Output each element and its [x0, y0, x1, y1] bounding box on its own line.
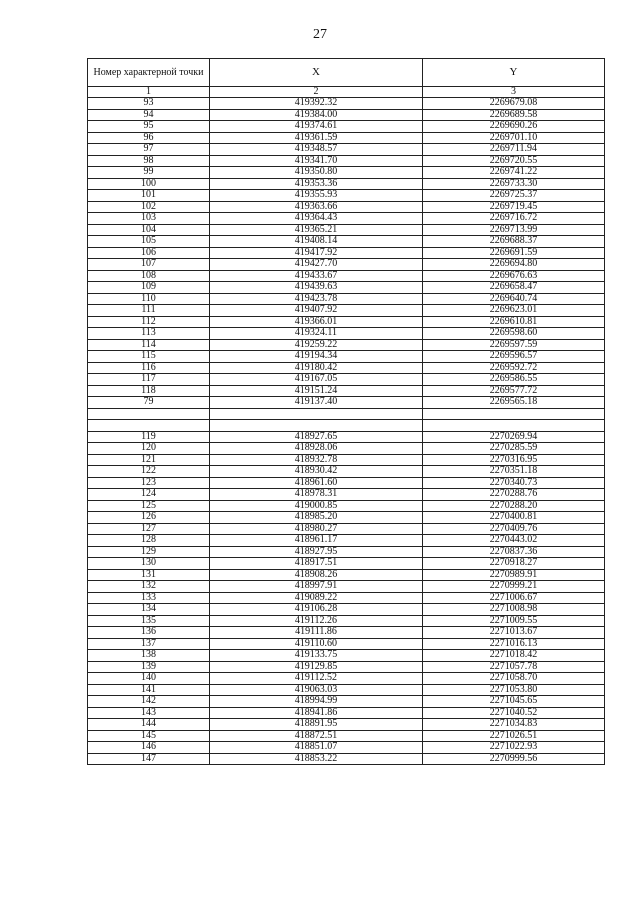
- y-coordinate-cell: 2271045.65: [423, 696, 605, 708]
- y-coordinate-cell: 2271008.98: [423, 604, 605, 616]
- point-number-cell: 118: [88, 385, 210, 397]
- point-number-cell: 98: [88, 155, 210, 167]
- empty-cell: [88, 420, 210, 432]
- point-number-cell: 117: [88, 374, 210, 386]
- point-number-cell: 128: [88, 535, 210, 547]
- y-coordinate-cell: 2269565.18: [423, 397, 605, 409]
- x-coordinate-cell: 419433.67: [210, 270, 423, 282]
- point-number-cell: 121: [88, 454, 210, 466]
- table-row: [88, 719, 605, 731]
- table-row: [88, 730, 605, 742]
- point-number-cell: 145: [88, 730, 210, 742]
- point-number-cell: 146: [88, 742, 210, 754]
- y-coordinate-cell: 2269623.01: [423, 305, 605, 317]
- column-number: 1: [88, 87, 210, 98]
- y-coordinate-cell: 2270918.27: [423, 558, 605, 570]
- table-row: [88, 328, 605, 340]
- y-coordinate-cell: 2269689.58: [423, 109, 605, 121]
- point-number-cell: 127: [88, 523, 210, 535]
- point-number-cell: 138: [88, 650, 210, 662]
- x-coordinate-cell: 419112.52: [210, 673, 423, 685]
- table-row: [88, 477, 605, 489]
- x-coordinate-cell: 418930.42: [210, 466, 423, 478]
- point-number-cell: 122: [88, 466, 210, 478]
- point-number-cell: 95: [88, 121, 210, 133]
- table-row: [88, 546, 605, 558]
- table-row: [88, 454, 605, 466]
- table-row: [88, 627, 605, 639]
- x-coordinate-cell: 419439.63: [210, 282, 423, 294]
- point-number-cell: 97: [88, 144, 210, 156]
- point-number-cell: 79: [88, 397, 210, 409]
- x-coordinate-cell: 418978.31: [210, 489, 423, 501]
- table-row: [88, 167, 605, 179]
- table-row: [88, 500, 605, 512]
- point-number-cell: 136: [88, 627, 210, 639]
- x-coordinate-cell: 418985.20: [210, 512, 423, 524]
- y-coordinate-cell: 2271058.70: [423, 673, 605, 685]
- x-coordinate-cell: 418932.78: [210, 454, 423, 466]
- x-coordinate-cell: 418941.86: [210, 707, 423, 719]
- table-row: [88, 339, 605, 351]
- x-coordinate-cell: 419151.24: [210, 385, 423, 397]
- x-coordinate-cell: 419129.85: [210, 661, 423, 673]
- x-coordinate-cell: 419361.59: [210, 132, 423, 144]
- x-coordinate-cell: 419133.75: [210, 650, 423, 662]
- y-coordinate-cell: 2269691.59: [423, 247, 605, 259]
- header-y: Y: [423, 59, 605, 87]
- point-number-cell: 130: [88, 558, 210, 570]
- point-number-cell: 93: [88, 98, 210, 110]
- table-row: [88, 466, 605, 478]
- table-row: [88, 443, 605, 455]
- point-number-cell: 105: [88, 236, 210, 248]
- point-number-cell: 108: [88, 270, 210, 282]
- point-number-cell: 129: [88, 546, 210, 558]
- point-number-cell: 113: [88, 328, 210, 340]
- header-x: X: [210, 59, 423, 87]
- table-row: [88, 661, 605, 673]
- y-coordinate-cell: 2269679.08: [423, 98, 605, 110]
- column-number-row: [88, 87, 605, 98]
- y-coordinate-cell: 2271057.78: [423, 661, 605, 673]
- table-row: [88, 696, 605, 708]
- table-row: [88, 535, 605, 547]
- x-coordinate-cell: 419000.85: [210, 500, 423, 512]
- point-number-cell: 142: [88, 696, 210, 708]
- y-coordinate-cell: 2270316.95: [423, 454, 605, 466]
- table-row: [88, 638, 605, 650]
- x-coordinate-cell: 419167.05: [210, 374, 423, 386]
- y-coordinate-cell: 2269716.72: [423, 213, 605, 225]
- x-coordinate-cell: 419350.80: [210, 167, 423, 179]
- table-row: [88, 259, 605, 271]
- point-number-cell: 94: [88, 109, 210, 121]
- table-row: [88, 213, 605, 225]
- y-coordinate-cell: 2269694.80: [423, 259, 605, 271]
- y-coordinate-cell: 2270837.36: [423, 546, 605, 558]
- y-coordinate-cell: 2271016.13: [423, 638, 605, 650]
- y-coordinate-cell: 2270999.56: [423, 753, 605, 765]
- empty-cell: [423, 420, 605, 432]
- table-row: [88, 109, 605, 121]
- y-coordinate-cell: 2269592.72: [423, 362, 605, 374]
- point-number-cell: 134: [88, 604, 210, 616]
- column-number: 3: [423, 87, 605, 98]
- y-coordinate-cell: 2269711.94: [423, 144, 605, 156]
- y-coordinate-cell: 2269741.22: [423, 167, 605, 179]
- x-coordinate-cell: 419137.40: [210, 397, 423, 409]
- y-coordinate-cell: 2269733.30: [423, 178, 605, 190]
- point-number-cell: 126: [88, 512, 210, 524]
- point-number-cell: 143: [88, 707, 210, 719]
- point-number-cell: 102: [88, 201, 210, 213]
- x-coordinate-cell: 418927.65: [210, 431, 423, 443]
- table-row: [88, 397, 605, 409]
- separator-row: [88, 420, 605, 432]
- y-coordinate-cell: 2269701.10: [423, 132, 605, 144]
- table-row: [88, 558, 605, 570]
- point-number-cell: 120: [88, 443, 210, 455]
- table-row: [88, 673, 605, 685]
- x-coordinate-cell: 419348.57: [210, 144, 423, 156]
- x-coordinate-cell: 419353.36: [210, 178, 423, 190]
- page-number: 27: [313, 27, 327, 42]
- table-row: [88, 385, 605, 397]
- point-number-cell: 116: [88, 362, 210, 374]
- y-coordinate-cell: 2270409.76: [423, 523, 605, 535]
- x-coordinate-cell: 418927.95: [210, 546, 423, 558]
- table-row: [88, 569, 605, 581]
- point-number-cell: 137: [88, 638, 210, 650]
- point-number-cell: 139: [88, 661, 210, 673]
- y-coordinate-cell: 2271026.51: [423, 730, 605, 742]
- x-coordinate-cell: 419063.03: [210, 684, 423, 696]
- y-coordinate-cell: 2270285.59: [423, 443, 605, 455]
- y-coordinate-cell: 2269725.37: [423, 190, 605, 202]
- x-coordinate-cell: 419374.61: [210, 121, 423, 133]
- point-number-cell: 140: [88, 673, 210, 685]
- point-number-cell: 110: [88, 293, 210, 305]
- y-coordinate-cell: 2269658.47: [423, 282, 605, 294]
- empty-cell: [88, 408, 210, 420]
- y-coordinate-cell: 2270999.21: [423, 581, 605, 593]
- x-coordinate-cell: 419364.43: [210, 213, 423, 225]
- y-coordinate-cell: 2269640.74: [423, 293, 605, 305]
- point-number-cell: 141: [88, 684, 210, 696]
- table-row: [88, 592, 605, 604]
- x-coordinate-cell: 419089.22: [210, 592, 423, 604]
- x-coordinate-cell: 419417.92: [210, 247, 423, 259]
- header-row: [88, 59, 605, 87]
- y-coordinate-cell: 2271006.67: [423, 592, 605, 604]
- x-coordinate-cell: 419392.32: [210, 98, 423, 110]
- x-coordinate-cell: 419423.78: [210, 293, 423, 305]
- point-number-cell: 133: [88, 592, 210, 604]
- point-number-cell: 147: [88, 753, 210, 765]
- point-number-cell: 135: [88, 615, 210, 627]
- y-coordinate-cell: 2271034.83: [423, 719, 605, 731]
- table-row: [88, 707, 605, 719]
- y-coordinate-cell: 2270288.20: [423, 500, 605, 512]
- table-row: [88, 224, 605, 236]
- separator-row: [88, 408, 605, 420]
- y-coordinate-cell: 2269713.99: [423, 224, 605, 236]
- point-number-cell: 107: [88, 259, 210, 271]
- empty-cell: [210, 420, 423, 432]
- table-row: [88, 650, 605, 662]
- table-row: [88, 615, 605, 627]
- x-coordinate-cell: 419111.86: [210, 627, 423, 639]
- point-number-cell: 96: [88, 132, 210, 144]
- table-row: [88, 305, 605, 317]
- point-number-cell: 112: [88, 316, 210, 328]
- x-coordinate-cell: 418980.27: [210, 523, 423, 535]
- table-row: [88, 753, 605, 765]
- table-row: [88, 523, 605, 535]
- point-number-cell: 119: [88, 431, 210, 443]
- x-coordinate-cell: 419408.14: [210, 236, 423, 248]
- table-row: [88, 351, 605, 363]
- table-row: [88, 512, 605, 524]
- y-coordinate-cell: 2269597.59: [423, 339, 605, 351]
- y-coordinate-cell: 2269719.45: [423, 201, 605, 213]
- table-row: [88, 581, 605, 593]
- table-row: [88, 742, 605, 754]
- x-coordinate-cell: 419112.26: [210, 615, 423, 627]
- table-row: [88, 604, 605, 616]
- header-point-number: Номер характерной точки: [88, 59, 210, 87]
- table-row: [88, 489, 605, 501]
- x-coordinate-cell: 419341.70: [210, 155, 423, 167]
- x-coordinate-cell: 418928.06: [210, 443, 423, 455]
- point-number-cell: 123: [88, 477, 210, 489]
- x-coordinate-cell: 419106.28: [210, 604, 423, 616]
- table-row: [88, 431, 605, 443]
- x-coordinate-cell: 418853.22: [210, 753, 423, 765]
- point-number-cell: 101: [88, 190, 210, 202]
- y-coordinate-cell: 2271053.80: [423, 684, 605, 696]
- table-row: [88, 282, 605, 294]
- x-coordinate-cell: 419384.00: [210, 109, 423, 121]
- table-row: [88, 374, 605, 386]
- x-coordinate-cell: 418872.51: [210, 730, 423, 742]
- table-row: [88, 270, 605, 282]
- x-coordinate-cell: 419110.60: [210, 638, 423, 650]
- table-row: [88, 247, 605, 259]
- table-row: [88, 98, 605, 110]
- table-row: [88, 362, 605, 374]
- table-row: [88, 155, 605, 167]
- point-number-cell: 115: [88, 351, 210, 363]
- point-number-cell: 111: [88, 305, 210, 317]
- point-number-cell: 109: [88, 282, 210, 294]
- x-coordinate-cell: 419427.70: [210, 259, 423, 271]
- point-number-cell: 104: [88, 224, 210, 236]
- y-coordinate-cell: 2270400.81: [423, 512, 605, 524]
- table-row: [88, 144, 605, 156]
- y-coordinate-cell: 2269690.26: [423, 121, 605, 133]
- y-coordinate-cell: 2270351.18: [423, 466, 605, 478]
- x-coordinate-cell: 419365.21: [210, 224, 423, 236]
- table-row: [88, 316, 605, 328]
- x-coordinate-cell: 419363.66: [210, 201, 423, 213]
- table-row: [88, 132, 605, 144]
- y-coordinate-cell: 2269720.55: [423, 155, 605, 167]
- y-coordinate-cell: 2270288.76: [423, 489, 605, 501]
- point-number-cell: 103: [88, 213, 210, 225]
- y-coordinate-cell: 2270443.02: [423, 535, 605, 547]
- y-coordinate-cell: 2269676.63: [423, 270, 605, 282]
- x-coordinate-cell: 418908.26: [210, 569, 423, 581]
- table-row: [88, 684, 605, 696]
- x-coordinate-cell: 419355.93: [210, 190, 423, 202]
- x-coordinate-cell: 418997.91: [210, 581, 423, 593]
- table-row: [88, 236, 605, 248]
- point-number-cell: 125: [88, 500, 210, 512]
- y-coordinate-cell: 2271040.52: [423, 707, 605, 719]
- x-coordinate-cell: 418994.99: [210, 696, 423, 708]
- coordinates-table: [87, 58, 605, 765]
- point-number-cell: 114: [88, 339, 210, 351]
- x-coordinate-cell: 419194.34: [210, 351, 423, 363]
- point-number-cell: 99: [88, 167, 210, 179]
- point-number-cell: 131: [88, 569, 210, 581]
- x-coordinate-cell: 418961.17: [210, 535, 423, 547]
- y-coordinate-cell: 2269688.37: [423, 236, 605, 248]
- y-coordinate-cell: 2269610.81: [423, 316, 605, 328]
- y-coordinate-cell: 2271022.93: [423, 742, 605, 754]
- y-coordinate-cell: 2271013.67: [423, 627, 605, 639]
- point-number-cell: 132: [88, 581, 210, 593]
- table-row: [88, 293, 605, 305]
- x-coordinate-cell: 418961.60: [210, 477, 423, 489]
- y-coordinate-cell: 2270269.94: [423, 431, 605, 443]
- empty-cell: [423, 408, 605, 420]
- point-number-cell: 106: [88, 247, 210, 259]
- x-coordinate-cell: 419407.92: [210, 305, 423, 317]
- x-coordinate-cell: 419180.42: [210, 362, 423, 374]
- y-coordinate-cell: 2269586.55: [423, 374, 605, 386]
- table-row: [88, 201, 605, 213]
- x-coordinate-cell: 418851.07: [210, 742, 423, 754]
- y-coordinate-cell: 2271009.55: [423, 615, 605, 627]
- table-row: [88, 178, 605, 190]
- point-number-cell: 144: [88, 719, 210, 731]
- x-coordinate-cell: 419366.01: [210, 316, 423, 328]
- x-coordinate-cell: 419324.11: [210, 328, 423, 340]
- y-coordinate-cell: 2269596.57: [423, 351, 605, 363]
- empty-cell: [210, 408, 423, 420]
- y-coordinate-cell: 2269598.60: [423, 328, 605, 340]
- y-coordinate-cell: 2270989.91: [423, 569, 605, 581]
- point-number-cell: 100: [88, 178, 210, 190]
- y-coordinate-cell: 2270340.73: [423, 477, 605, 489]
- x-coordinate-cell: 418917.51: [210, 558, 423, 570]
- table-row: [88, 190, 605, 202]
- column-number: 2: [210, 87, 423, 98]
- table-row: [88, 121, 605, 133]
- y-coordinate-cell: 2271018.42: [423, 650, 605, 662]
- x-coordinate-cell: 418891.95: [210, 719, 423, 731]
- x-coordinate-cell: 419259.22: [210, 339, 423, 351]
- y-coordinate-cell: 2269577.72: [423, 385, 605, 397]
- point-number-cell: 124: [88, 489, 210, 501]
